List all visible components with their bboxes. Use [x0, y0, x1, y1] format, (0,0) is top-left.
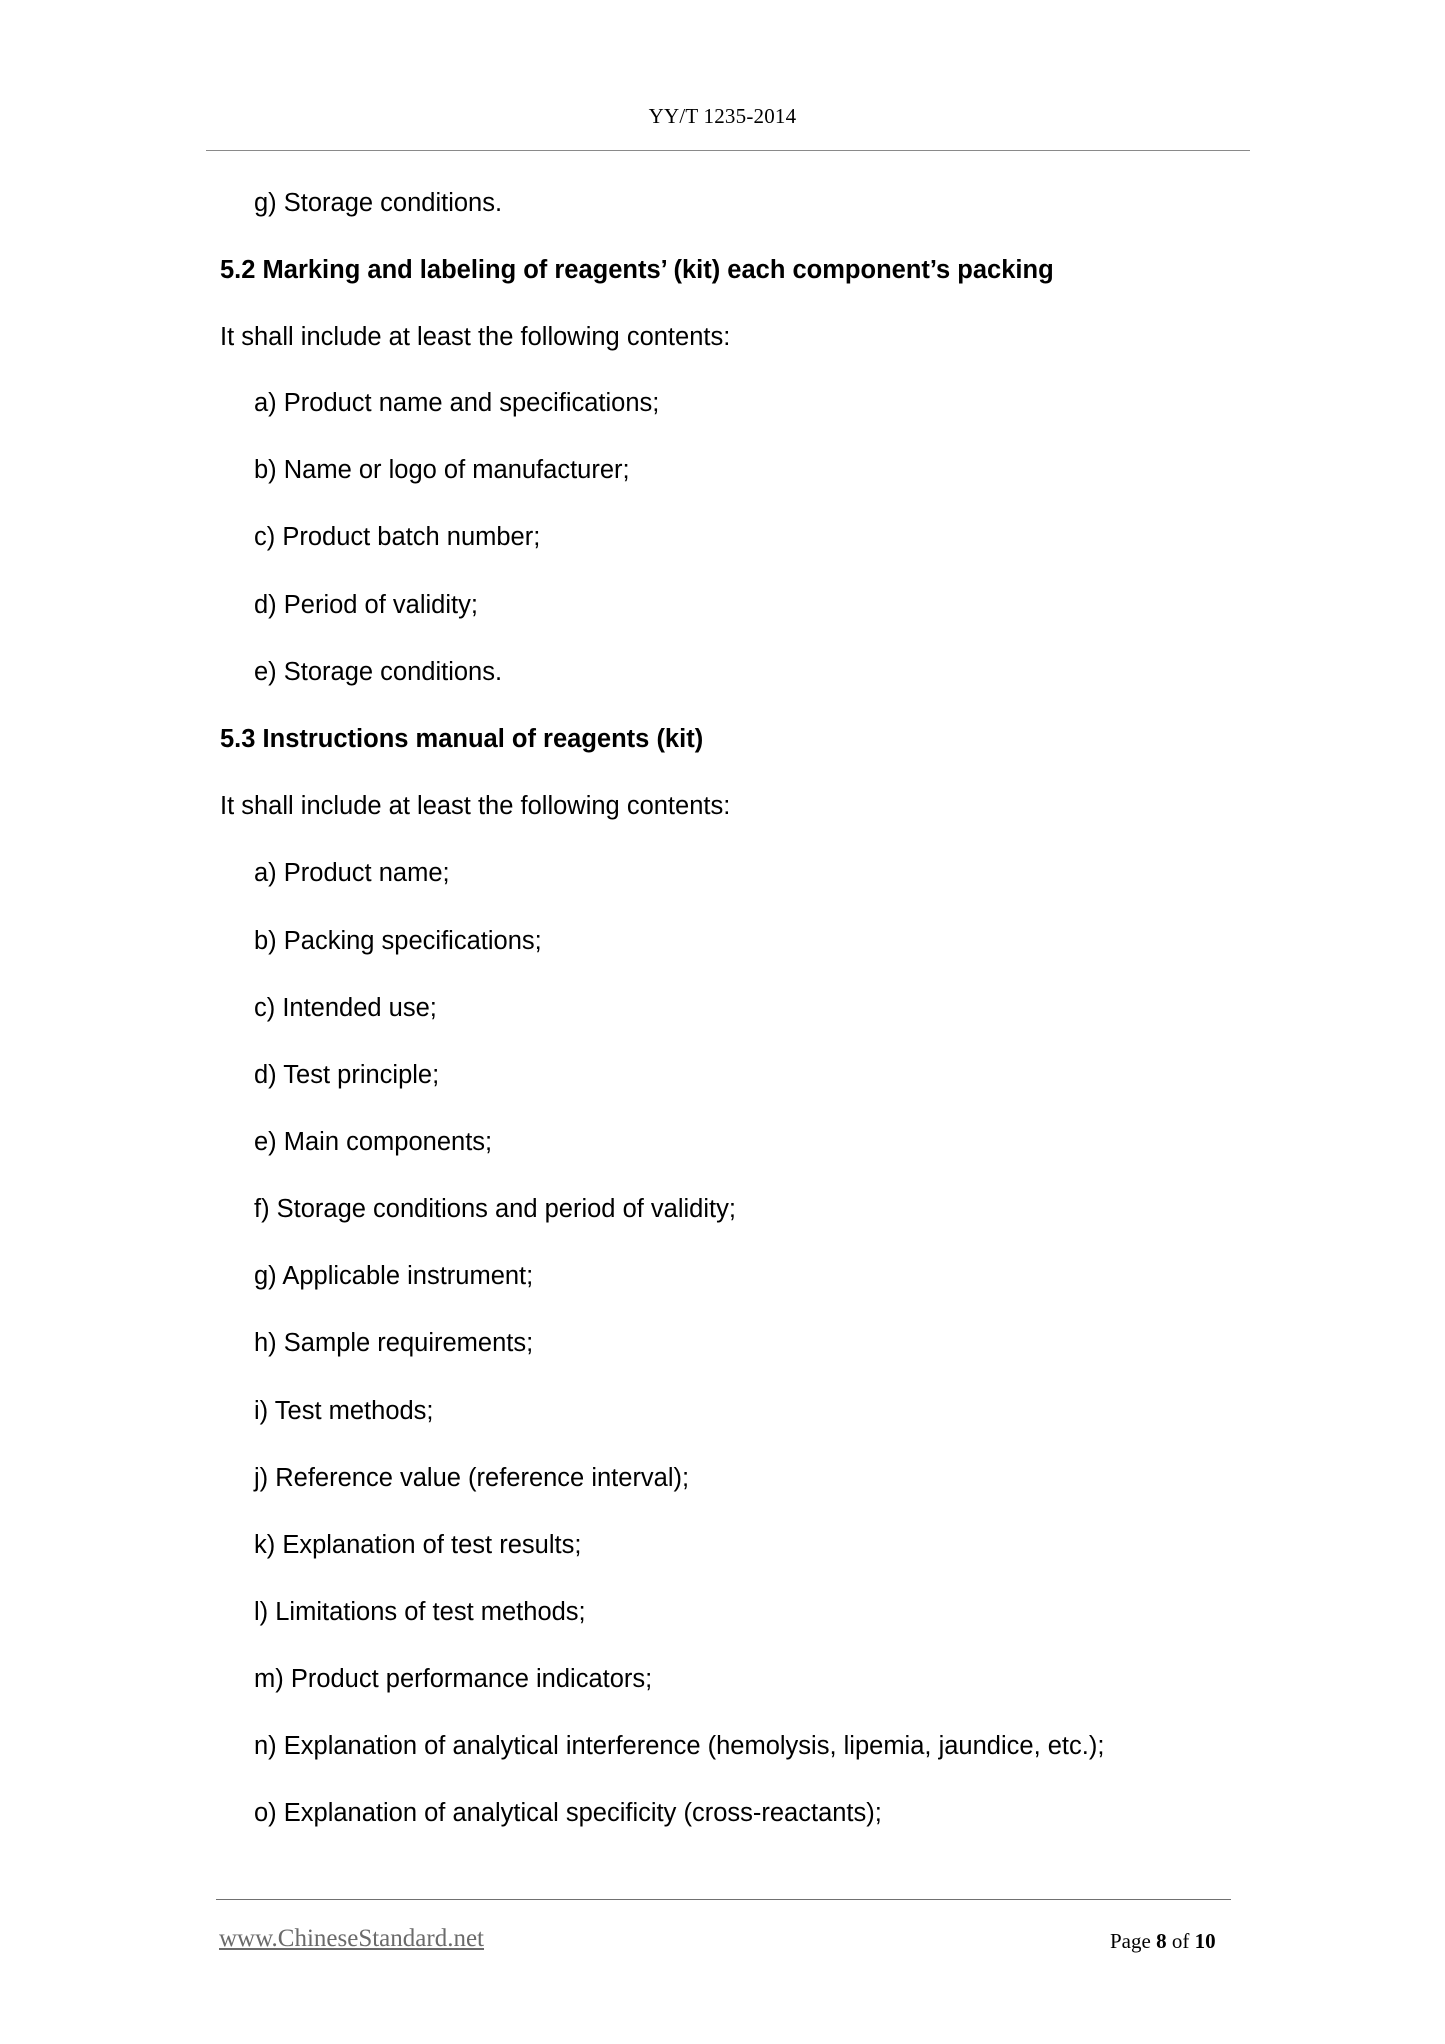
- footer-site-link[interactable]: www.ChineseStandard.net: [219, 1925, 484, 1952]
- page-prefix: Page: [1110, 1929, 1151, 1953]
- list-item: e) Storage conditions.: [254, 658, 503, 686]
- paragraph: It shall include at least the following contents:: [220, 323, 731, 351]
- list-item: h) Sample requirements;: [254, 1329, 534, 1357]
- list-item: f) Storage conditions and period of validity;: [254, 1195, 736, 1223]
- section-heading-5-3: 5.3 Instructions manual of reagents (kit): [220, 725, 704, 753]
- list-item: d) Period of validity;: [254, 591, 478, 619]
- list-item: c) Product batch number;: [254, 523, 541, 551]
- list-item: m) Product performance indicators;: [254, 1665, 653, 1693]
- list-item: b) Name or logo of manufacturer;: [254, 456, 630, 484]
- paragraph: It shall include at least the following contents:: [220, 792, 731, 820]
- list-item: l) Limitations of test methods;: [254, 1598, 586, 1626]
- list-item: a) Product name and specifications;: [254, 389, 660, 417]
- standard-code-header: YY/T 1235-2014: [648, 104, 797, 128]
- list-item: j) Reference value (reference interval);: [254, 1464, 690, 1492]
- list-item: o) Explanation of analytical specificity (cross-reactants);: [254, 1799, 882, 1827]
- page-total: 10: [1194, 1929, 1216, 1953]
- list-item: a) Product name;: [254, 859, 450, 887]
- list-item: i) Test methods;: [254, 1397, 434, 1425]
- list-item: c) Intended use;: [254, 994, 437, 1022]
- list-item: g) Storage conditions.: [254, 189, 503, 217]
- page-of: of: [1171, 1929, 1190, 1953]
- list-item: b) Packing specifications;: [254, 927, 542, 955]
- list-item: n) Explanation of analytical interference (hemolysis, lipemia, jaundice, etc.);: [254, 1732, 1105, 1760]
- list-item: k) Explanation of test results;: [254, 1531, 582, 1559]
- page-number: [1110, 1929, 1216, 1954]
- list-item: g) Applicable instrument;: [254, 1262, 534, 1290]
- page-current: 8: [1156, 1929, 1167, 1953]
- list-item: e) Main components;: [254, 1128, 493, 1156]
- footer-divider: [216, 1899, 1231, 1900]
- list-item: d) Test principle;: [254, 1061, 440, 1089]
- header-divider: [206, 150, 1250, 151]
- section-heading-5-2: 5.2 Marking and labeling of reagents’ (kit) each component’s packing: [220, 256, 1054, 284]
